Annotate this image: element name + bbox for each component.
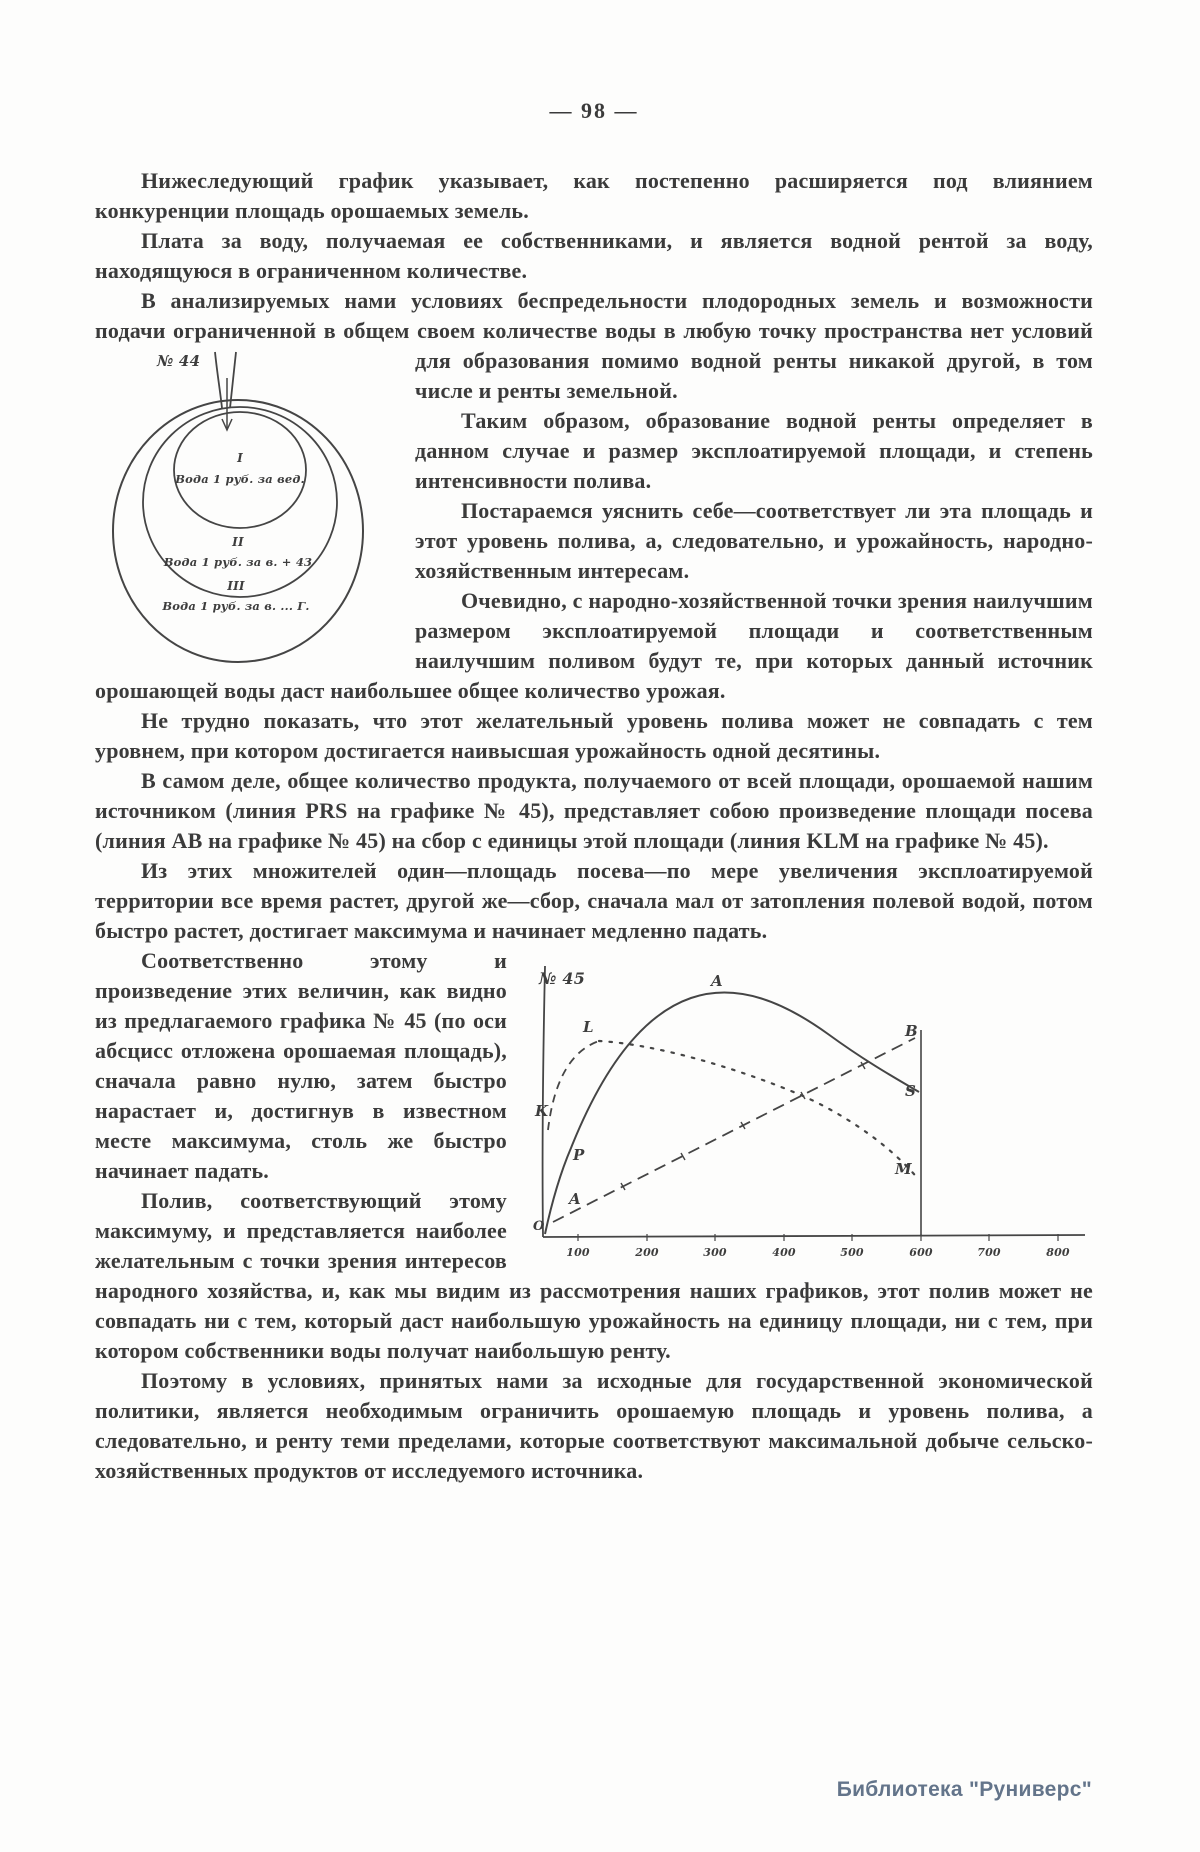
paragraph-11: Полив, соответствующий этому максимуму, и представляется наиболее желательным с точки зрения интересов народного хозяйства, и, как мы видим из рассмотрения наших графиков, этот полив может не совпадать ни с тем, который даст наибольшую урожайность на единицу площади, ни с тем, при котором собственники воды получат наибольшую ренту.	[95, 1188, 1093, 1363]
zone-2-label: Вода 1 руб. за в. + 43	[163, 555, 313, 569]
page-content	[95, 96, 1093, 1486]
zone-1-label: Вода 1 руб. за вед.	[175, 472, 305, 486]
paragraph-2: Плата за воду, получаемая ее собственниками, и является водной рентой за воду, находящуюся в ограниченном количестве.	[95, 228, 1093, 283]
paragraph-3-part-a: В анализируемых нами условиях беспредельности плодородных земель и возможности подачи ограниченной в общем своем количестве воды в любую точку пространства	[95, 288, 1093, 343]
zone-2-numeral: II	[232, 535, 244, 549]
paragraph-1: Нижеследующий график указывает, как постепенно расширяется под влиянием конкуренции площадь орошаемых земель.	[95, 168, 1093, 223]
watermark: Библиотека "Руниверс"	[836, 1778, 1092, 1801]
point-label-l: L	[583, 1018, 594, 1036]
paragraph-8: В самом деле, общее количество продукта, получаемого от всей площади, орошаемой нашим источником (линия PRS на графике № 45), представляет собою произведение площади посева (линия AB на графике № 45) на сбор с единицы этой площади (линия KLM на графике № 45).	[95, 768, 1093, 853]
paragraph-10-text: Соответственно этому и произведение этих величин, как видно из предлагаемого графика № 45 (по оси абсцисс отложена орошаемая площадь), сначала равно нулю, затем быстро нарастает и, достигнув в известном месте максимума, столь же быстро начинает падать.	[95, 948, 507, 1183]
figure-45-label: № 45	[539, 969, 586, 988]
zone-3-numeral: III	[227, 579, 245, 593]
x-axis-tick-label: 300	[703, 1246, 727, 1259]
x-axis-tick-label: 600	[909, 1246, 933, 1259]
total-product-curve	[545, 992, 919, 1234]
point-label-k: K	[535, 1102, 549, 1120]
x-axis-tick-label: 100	[566, 1246, 590, 1259]
paragraph-5: Постараемся уяснить себе—соответствует ли эта площадь и этот уровень полива, а, следовательно, и урожайность, народно-хозяйственным интересам.	[415, 498, 1093, 583]
unit-yield-curve-rise	[548, 1041, 599, 1130]
paragraph-4: Таким образом, образование водной ренты определяет в данном случае и размер эксплоатируемой площади, и степень интенсивности полива.	[415, 408, 1093, 493]
sown-area-line	[553, 1038, 915, 1222]
point-label-m: M	[895, 1160, 912, 1178]
x-axis	[543, 1235, 1085, 1237]
point-label-o: O	[533, 1219, 545, 1234]
paragraph-6: Очевидно, с народно-хозяйственной точки зрения наилучшим размером эксплоатируемой площади и соответственным наилучшим поливом будут те, при которых данный источник орошающей воды даст наибольшее общее количество урожая.	[95, 588, 1093, 703]
zone-3-label: Вода 1 руб. за в. ... Г.	[162, 599, 310, 613]
paragraph-9: Из этих множителей один—площадь посева—по мере увеличения эксплоатируемой территории все время растет, другой же—сбор, сначала мал от затопления полевой водой, потом быстро растет, достигает максимума и начинает медленно падать.	[95, 858, 1093, 943]
channel-line	[215, 352, 222, 408]
figure-44	[109, 350, 389, 668]
yield-curves-graph	[533, 948, 1093, 1266]
unit-yield-curve-fall	[599, 1041, 919, 1180]
x-axis-tick-label: 700	[977, 1246, 1001, 1259]
figure-45	[533, 948, 1093, 1266]
point-label-s: S	[905, 1082, 917, 1100]
x-axis-tick-label: 500	[840, 1246, 864, 1259]
point-label-b: B	[905, 1022, 918, 1040]
point-label-a: A	[569, 1190, 581, 1208]
paragraph-12: Поэтому в условиях, принятых нами за исходные для государственной экономической политики, является необходимым ограничить орошаемую площадь и уровень полива, а следовательно, и ренту теми пределами, которые соответствуют максимальной добыче сельско-хозяйственных продуктов от исследуемого источника.	[95, 1368, 1093, 1483]
x-axis-tick-label: 400	[772, 1246, 796, 1259]
figure-44-label: № 44	[157, 352, 201, 370]
paragraph-7: Не трудно показать, что этот желательный уровень полива может не совпадать с тем уровнем, при котором достигается наивысшая урожайность одной десятины.	[95, 708, 1093, 763]
x-axis-tick-label: 800	[1046, 1246, 1070, 1259]
point-label-p: P	[573, 1146, 585, 1164]
zone-1-numeral: I	[237, 451, 243, 465]
paragraph-10	[95, 946, 1093, 1259]
irrigation-zones-sketch	[109, 350, 389, 668]
point-label-peak: A	[711, 972, 723, 990]
x-axis-tick-label: 200	[635, 1246, 659, 1259]
page-number: — 98 —	[549, 98, 639, 123]
paragraph-3-part-b: нет условий для образования помимо водной ренты никакой другой, в том числе и ренты земельной.	[415, 318, 1093, 403]
